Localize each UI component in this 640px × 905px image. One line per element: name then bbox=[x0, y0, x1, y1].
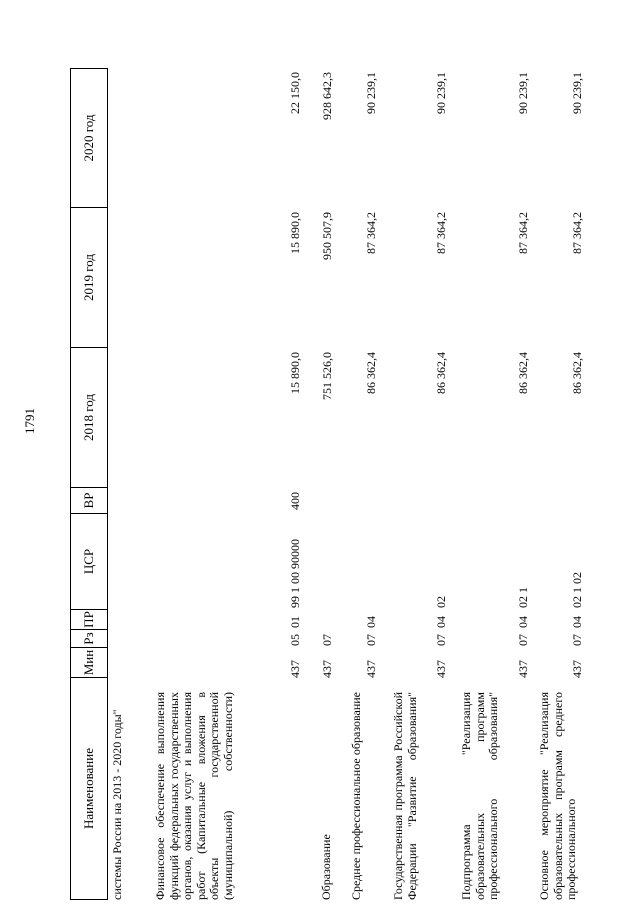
row-min: 437 bbox=[320, 660, 334, 678]
row-rz: 07 bbox=[570, 634, 584, 646]
row-name: Государственная программа Российской Федерации "Развитие образования" bbox=[391, 692, 419, 900]
header-pr: ПР bbox=[70, 610, 108, 630]
row-2019: 950 507,9 bbox=[320, 212, 334, 260]
row-pr: 04 bbox=[364, 616, 378, 628]
row-name: Финансовое обеспечение выполнения функций федеральных государственных органов, оказания услуг и выполнения работ (Капитальные вложения в объекты государственной (муниципальной) собственности) bbox=[153, 692, 235, 900]
row-vr: 400 bbox=[288, 492, 302, 510]
row-rz: 05 bbox=[288, 634, 302, 646]
row-name: Подпрограмма "Реализация образовательных программ профессионального образования" bbox=[459, 692, 500, 900]
row-2020: 90 239,1 bbox=[570, 72, 584, 114]
row-2020: 90 239,1 bbox=[434, 72, 448, 114]
budget-table bbox=[70, 60, 600, 900]
row-2019: 87 364,2 bbox=[364, 212, 378, 254]
row-name: Образование bbox=[319, 834, 333, 900]
row-min: 437 bbox=[434, 660, 448, 678]
page-number: 1791 bbox=[22, 408, 37, 434]
row-csr: 02 1 02 bbox=[570, 572, 584, 608]
header-csr: ЦСР bbox=[70, 514, 108, 610]
row-2018: 86 362,4 bbox=[516, 352, 530, 394]
row-csr: 02 1 bbox=[516, 587, 530, 608]
row-2019: 87 364,2 bbox=[570, 212, 584, 254]
row-min: 437 bbox=[288, 660, 302, 678]
row-rz: 07 bbox=[364, 634, 378, 646]
row-2018: 751 526,0 bbox=[320, 352, 334, 400]
header-2020: 2020 год bbox=[70, 68, 108, 208]
row-2020: 90 239,1 bbox=[516, 72, 530, 114]
row-csr: 02 bbox=[434, 596, 448, 608]
row-2020: 90 239,1 bbox=[364, 72, 378, 114]
row-pr: 04 bbox=[434, 616, 448, 628]
header-2018: 2018 год bbox=[70, 348, 108, 488]
row-2019: 87 364,2 bbox=[434, 212, 448, 254]
row-pr: 04 bbox=[516, 616, 530, 628]
row-2018: 86 362,4 bbox=[570, 352, 584, 394]
row-csr: 99 1 00 90000 bbox=[288, 539, 302, 608]
row-2019: 87 364,2 bbox=[516, 212, 530, 254]
row-2018: 15 890,0 bbox=[288, 352, 302, 394]
header-min: Мин bbox=[70, 648, 108, 678]
row-name: Основное мероприятие "Реализация образовательных программ среднего профессионального bbox=[537, 692, 578, 900]
row-rz: 07 bbox=[516, 634, 530, 646]
row-2020: 22 150,0 bbox=[288, 72, 302, 114]
row-name: Среднее профессиональное образование bbox=[349, 692, 363, 900]
header-name: Наименование bbox=[70, 678, 108, 900]
row-min: 437 bbox=[516, 660, 530, 678]
row-2020: 928 642,3 bbox=[320, 72, 334, 120]
row-2018: 86 362,4 bbox=[434, 352, 448, 394]
header-2019: 2019 год bbox=[70, 208, 108, 348]
row-pr: 01 bbox=[288, 616, 302, 628]
row-rz: 07 bbox=[320, 634, 334, 646]
row-min: 437 bbox=[364, 660, 378, 678]
row-min: 437 bbox=[570, 660, 584, 678]
header-vr: ВР bbox=[70, 488, 108, 514]
row-2019: 15 890,0 bbox=[288, 212, 302, 254]
row-rz: 07 bbox=[434, 634, 448, 646]
row-pr: 04 bbox=[570, 616, 584, 628]
row-2018: 86 362,4 bbox=[364, 352, 378, 394]
header-rz: Рз bbox=[70, 630, 108, 648]
carryover-text: системы России на 2013 - 2020 годы" bbox=[110, 709, 124, 900]
